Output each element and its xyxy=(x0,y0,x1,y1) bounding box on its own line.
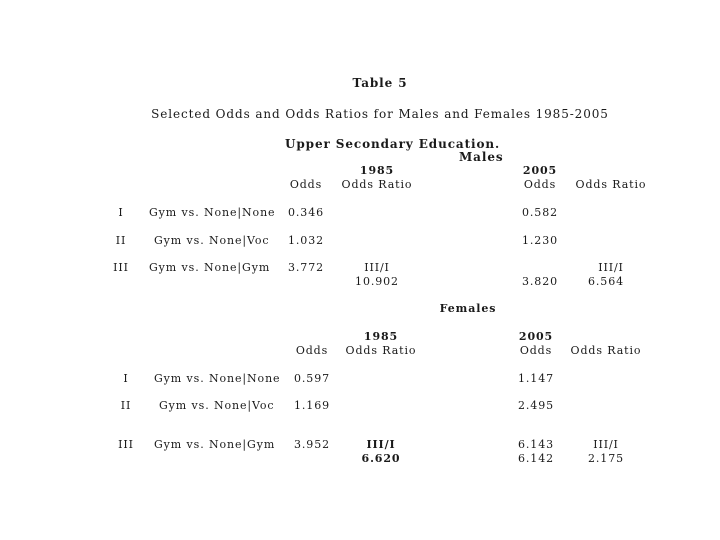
row-description: Gym vs. None|Voc xyxy=(159,399,275,412)
row-id: II xyxy=(115,234,127,247)
odds-1985: 0.597 xyxy=(294,372,330,385)
odds-ratio-label-1985: III/I xyxy=(364,261,390,274)
table-title: Table 5 xyxy=(352,76,408,90)
males-label: Males xyxy=(459,150,504,164)
row-description: Gym vs. None|None xyxy=(149,206,276,219)
odds-2005: 1.147 xyxy=(518,372,554,385)
odds-2005: 6.143 xyxy=(518,438,554,451)
males-year-2005: 2005 xyxy=(522,164,558,177)
males-col-ratio-2005: Odds Ratio xyxy=(575,178,647,191)
females-col-odds-2005: Odds xyxy=(519,344,553,357)
odds-ratio-value-2005: 6.564 xyxy=(588,275,624,288)
males-year-1985: 1985 xyxy=(359,164,395,177)
odds-1985: 3.772 xyxy=(288,261,324,274)
table-subtitle: Selected Odds and Odds Ratios for Males and Females 1985-2005 xyxy=(151,107,609,121)
row-description: Gym vs. None|None xyxy=(154,372,281,385)
odds-ratio-value-2005: 2.175 xyxy=(588,452,624,465)
females-col-ratio-2005: Odds Ratio xyxy=(570,344,642,357)
females-label: Females xyxy=(439,302,497,315)
row-id: I xyxy=(118,206,124,219)
row-description: Gym vs. None|Voc xyxy=(154,234,270,247)
row-description: Gym vs. None|Gym xyxy=(149,261,271,274)
odds-ratio-value-1985: 10.902 xyxy=(355,275,399,288)
odds-ratio-label-2005: III/I xyxy=(598,261,624,274)
odds-1985: 3.952 xyxy=(294,438,330,451)
row-id: III xyxy=(118,438,134,451)
odds-2005: 3.820 xyxy=(522,275,558,288)
row-id: III xyxy=(113,261,129,274)
row-description: Gym vs. None|Gym xyxy=(154,438,276,451)
odds-ratio-value-1985: 6.620 xyxy=(361,452,401,465)
row-id: I xyxy=(123,372,129,385)
females-year-2005: 2005 xyxy=(518,330,554,343)
males-col-odds-2005: Odds xyxy=(523,178,557,191)
odds-1985: 0.346 xyxy=(288,206,324,219)
row-id: II xyxy=(120,399,132,412)
odds-2005: 0.582 xyxy=(522,206,558,219)
odds-ratio-label-2005: III/I xyxy=(593,438,619,451)
odds-2005: 1.230 xyxy=(522,234,558,247)
males-col-ratio-1985: Odds Ratio xyxy=(341,178,413,191)
females-col-ratio-1985: Odds Ratio xyxy=(345,344,417,357)
odds-2005: 2.495 xyxy=(518,399,554,412)
odds-ratio-label-1985: III/I xyxy=(366,438,396,451)
odds-2005-second: 6.142 xyxy=(518,452,554,465)
odds-1985: 1.032 xyxy=(288,234,324,247)
section-heading: Upper Secondary Education. xyxy=(285,137,501,151)
males-col-odds-1985: Odds xyxy=(289,178,323,191)
odds-1985: 1.169 xyxy=(294,399,330,412)
females-year-1985: 1985 xyxy=(363,330,399,343)
females-col-odds-1985: Odds xyxy=(295,344,329,357)
